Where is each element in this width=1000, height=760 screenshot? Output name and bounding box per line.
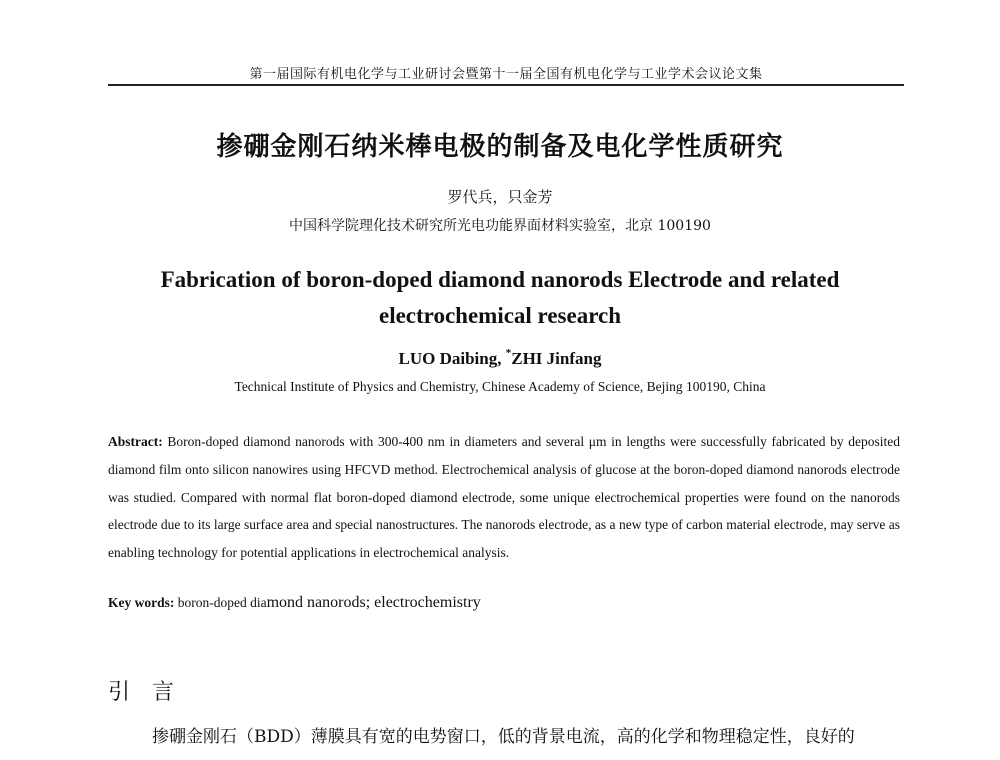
abstract — [108, 428, 900, 567]
introduction-paragraph: 掺硼金刚石（BDD）薄膜具有宽的电势窗口，低的背景电流，高的化学和物理稳定性，良好的 — [152, 727, 855, 747]
abstract-text: Boron-doped diamond nanorods with 300-400 nm in diameters and several μm in lengths were successfully fabricated by deposited diamond film onto silicon nanowires using HFCVD method. Electrochemical analysis of glucose at the boron-doped diamond nanorods electrode was studied. Compared with normal flat boron-doped diamond electrode, some unique electrochemical properties were found on the nanorods electrode due to its large surface area and special nanostructures. The nanorods electrode, as a new type of carbon material electrode, may serve as enabling technology for potential applications in electrochemical analysis. — [108, 434, 900, 561]
section-heading-introduction: 引言 — [108, 680, 197, 705]
running-header: 第一届国际有机电化学与工业研讨会暨第十一届全国有机电化学与工业学术会议论文集 — [249, 67, 763, 82]
chinese-title: 掺硼金刚石纳米棒电极的制备及电化学性质研究 — [216, 132, 784, 162]
author-luo: LUO Daibing, — [398, 349, 502, 368]
english-authors — [0, 349, 1000, 369]
abstract-label: Abstract: — [108, 434, 163, 449]
keywords-label: Key words: — [108, 595, 175, 610]
keywords-text-1: boron-doped dia — [177, 595, 267, 610]
author-zhi: ZHI Jinfang — [511, 349, 602, 368]
chinese-affiliation: 中国科学院理化技术研究所光电功能界面材料实验室，北京 100190 — [289, 218, 711, 234]
corresponding-author-mark: * — [505, 347, 512, 359]
keywords-text-2: mond nanorods; electrochemistry — [266, 594, 481, 611]
english-title: Fabrication of boron-doped diamond nanorods Electrode and related electrochemical research — [160, 267, 840, 328]
english-affiliation: Technical Institute of Physics and Chemistry, Chinese Academy of Science, Bejing 100190, China — [234, 379, 766, 394]
header-rule — [108, 84, 904, 86]
keywords — [108, 594, 900, 612]
chinese-authors: 罗代兵，只金芳 — [447, 188, 553, 206]
